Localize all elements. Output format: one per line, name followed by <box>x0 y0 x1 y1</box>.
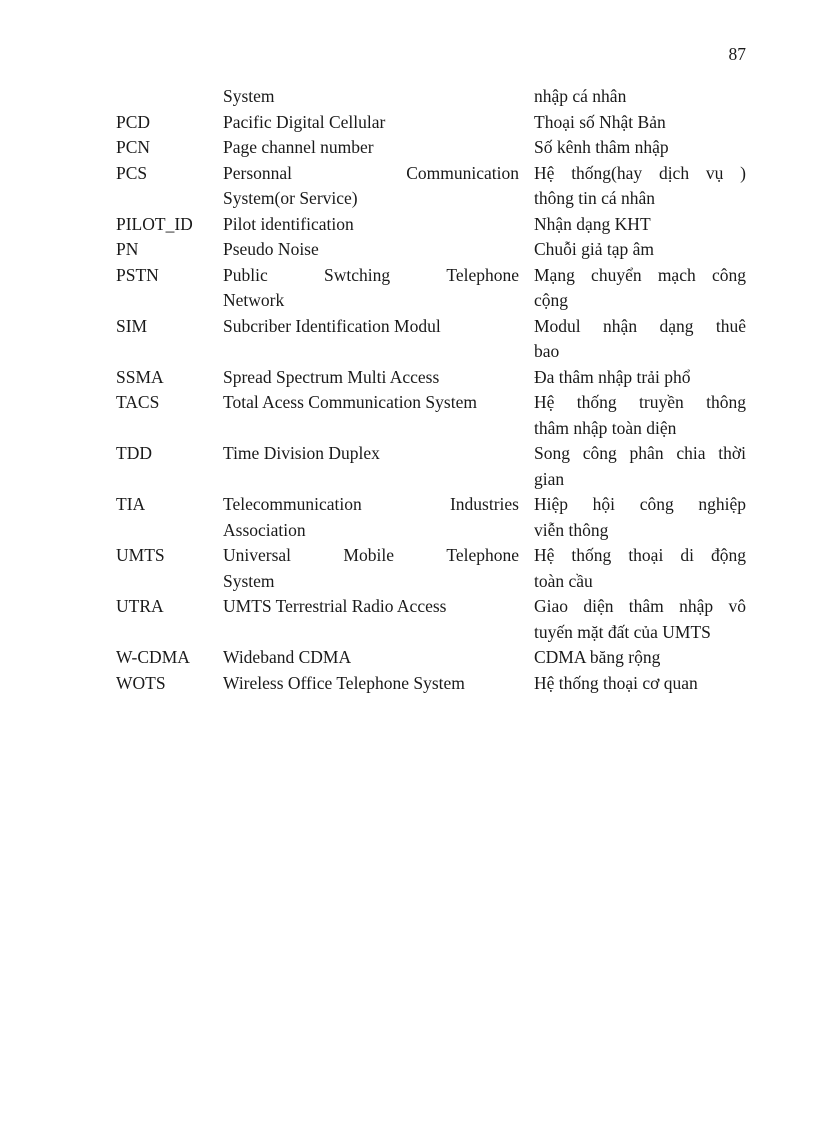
abbreviation-line: UTRA <box>116 596 164 616</box>
glossary-row <box>116 161 748 212</box>
abbreviation-line: TDD <box>116 443 152 463</box>
glossary-row <box>116 365 748 391</box>
english-term-line: Wideband CDMA <box>223 647 352 667</box>
abbreviation <box>116 161 223 187</box>
english-term <box>223 161 519 212</box>
abbreviation-line: PCS <box>116 162 148 183</box>
vietnamese-term-line: Đa thâm nhập trải phổ <box>534 366 691 387</box>
vietnamese-term-line: Song công phân chia thời <box>534 443 746 463</box>
abbreviation <box>116 237 223 263</box>
glossary-table <box>116 84 748 696</box>
english-term-line: Wireless Office Telephone System <box>223 672 465 693</box>
english-term-line: Association <box>223 519 306 540</box>
glossary-row <box>116 263 748 314</box>
vietnamese-term-line: Modul nhận dạng thuê <box>534 315 746 336</box>
abbreviation <box>116 365 223 391</box>
abbreviation-line: TACS <box>116 392 160 412</box>
vietnamese-term-line: Hệ thống thoại di động <box>534 545 746 565</box>
glossary-row <box>116 390 748 441</box>
vietnamese-term <box>534 365 746 391</box>
abbreviation-line: W-CDMA <box>116 647 190 667</box>
abbreviation <box>116 594 223 620</box>
vietnamese-term-line: tuyến mặt đất của UMTS <box>534 621 711 642</box>
abbreviation <box>116 110 223 136</box>
abbreviation-line: WOTS <box>116 672 166 693</box>
glossary-row <box>116 543 748 594</box>
abbreviation-line: PILOT_ID <box>116 213 193 234</box>
abbreviation-line: UMTS <box>116 545 165 565</box>
vietnamese-term <box>534 314 746 365</box>
vietnamese-term-line: Hệ thống thoại cơ quan <box>534 672 698 693</box>
vietnamese-term-line: thông tin cá nhân <box>534 188 656 208</box>
english-term-line: Personnal Communication <box>223 162 519 183</box>
english-term-line: Network <box>223 290 285 310</box>
vietnamese-term-line: Nhận dạng KHT <box>534 213 651 234</box>
glossary-row <box>116 135 748 161</box>
english-term-line: System <box>223 570 275 591</box>
abbreviation <box>116 84 223 110</box>
vietnamese-term <box>534 84 746 110</box>
english-term <box>223 263 519 314</box>
vietnamese-term-line: Chuỗi giả tạp âm <box>534 239 655 259</box>
vietnamese-term <box>534 645 746 671</box>
abbreviation <box>116 212 223 238</box>
english-term-line: Public Swtching Telephone <box>223 264 519 285</box>
glossary-row <box>116 237 748 263</box>
english-term-line: System <box>223 86 275 106</box>
vietnamese-term-line: viễn thông <box>534 519 609 540</box>
english-term-line: Pacific Digital Cellular <box>223 111 386 132</box>
abbreviation <box>116 263 223 289</box>
english-term <box>223 365 519 391</box>
english-term-line: Page channel number <box>223 137 374 157</box>
vietnamese-term-line: Hệ thống(hay dịch vụ ) <box>534 162 746 183</box>
english-term-line: Telecommunication Industries <box>223 494 519 514</box>
glossary-row <box>116 594 748 645</box>
abbreviation <box>116 314 223 340</box>
glossary-row <box>116 645 748 671</box>
abbreviation <box>116 492 223 518</box>
english-term <box>223 390 519 416</box>
abbreviation-line: PN <box>116 239 139 259</box>
glossary-row <box>116 441 748 492</box>
vietnamese-term <box>534 212 746 238</box>
vietnamese-term <box>534 390 746 441</box>
english-term-line: Time Division Duplex <box>223 443 380 463</box>
abbreviation <box>116 135 223 161</box>
vietnamese-term <box>534 594 746 645</box>
abbreviation-line <box>116 84 223 110</box>
vietnamese-term <box>534 237 746 263</box>
abbreviation-line: SIM <box>116 315 148 336</box>
abbreviation-line: TIA <box>116 494 146 514</box>
english-term <box>223 135 519 161</box>
english-term <box>223 84 519 110</box>
english-term-line: Pseudo Noise <box>223 239 319 259</box>
vietnamese-term <box>534 110 746 136</box>
english-term-line: Pilot identification <box>223 213 354 234</box>
vietnamese-term-line: Thoại số Nhật Bản <box>534 111 666 132</box>
abbreviation <box>116 390 223 416</box>
vietnamese-term-line: Hệ thống truyền thông <box>534 392 746 412</box>
glossary-row <box>116 212 748 238</box>
vietnamese-term-line: cộng <box>534 290 569 310</box>
english-term-line: Spread Spectrum Multi Access <box>223 366 440 387</box>
vietnamese-term-line: CDMA băng rộng <box>534 647 661 667</box>
vietnamese-term-line: Giao diện thâm nhập vô <box>534 596 746 616</box>
vietnamese-term <box>534 671 746 697</box>
english-term <box>223 110 519 136</box>
vietnamese-term-line: nhập cá nhân <box>534 86 627 106</box>
english-term-line: Subcriber Identification Modul <box>223 315 441 336</box>
abbreviation <box>116 543 223 569</box>
english-term-line: System(or Service) <box>223 188 358 208</box>
english-term <box>223 212 519 238</box>
vietnamese-term <box>534 492 746 543</box>
vietnamese-term-line: bao <box>534 341 560 361</box>
abbreviation <box>116 671 223 697</box>
vietnamese-term <box>534 441 746 492</box>
english-term <box>223 543 519 594</box>
vietnamese-term <box>534 543 746 594</box>
abbreviation-line: SSMA <box>116 366 164 387</box>
english-term <box>223 671 519 697</box>
vietnamese-term <box>534 135 746 161</box>
english-term <box>223 492 519 543</box>
vietnamese-term-line: Hiệp hội công nghiệp <box>534 494 746 514</box>
glossary-row <box>116 492 748 543</box>
abbreviation <box>116 645 223 671</box>
glossary-row <box>116 84 748 110</box>
vietnamese-term-line: gian <box>534 468 565 489</box>
english-term <box>223 314 519 340</box>
vietnamese-term <box>534 161 746 212</box>
english-term <box>223 594 519 620</box>
page-number: 87 <box>728 44 746 64</box>
glossary-row <box>116 671 748 697</box>
english-term <box>223 237 519 263</box>
english-term <box>223 441 519 467</box>
vietnamese-term-line: Mạng chuyển mạch công <box>534 264 746 285</box>
vietnamese-term-line: thâm nhập toàn diện <box>534 417 677 438</box>
english-term <box>223 645 519 671</box>
vietnamese-term <box>534 263 746 314</box>
abbreviation-line: PCN <box>116 137 151 157</box>
abbreviation <box>116 441 223 467</box>
english-term-line: Total Acess Communication System <box>223 392 477 412</box>
abbreviation-line: PCD <box>116 111 151 132</box>
english-term-line: UMTS Terrestrial Radio Access <box>223 596 447 616</box>
english-term-line: Universal Mobile Telephone <box>223 545 519 565</box>
abbreviation-line: PSTN <box>116 264 159 285</box>
vietnamese-term-line: Số kênh thâm nhập <box>534 137 669 157</box>
vietnamese-term-line: toàn cầu <box>534 570 593 591</box>
glossary-row <box>116 110 748 136</box>
glossary-row <box>116 314 748 365</box>
